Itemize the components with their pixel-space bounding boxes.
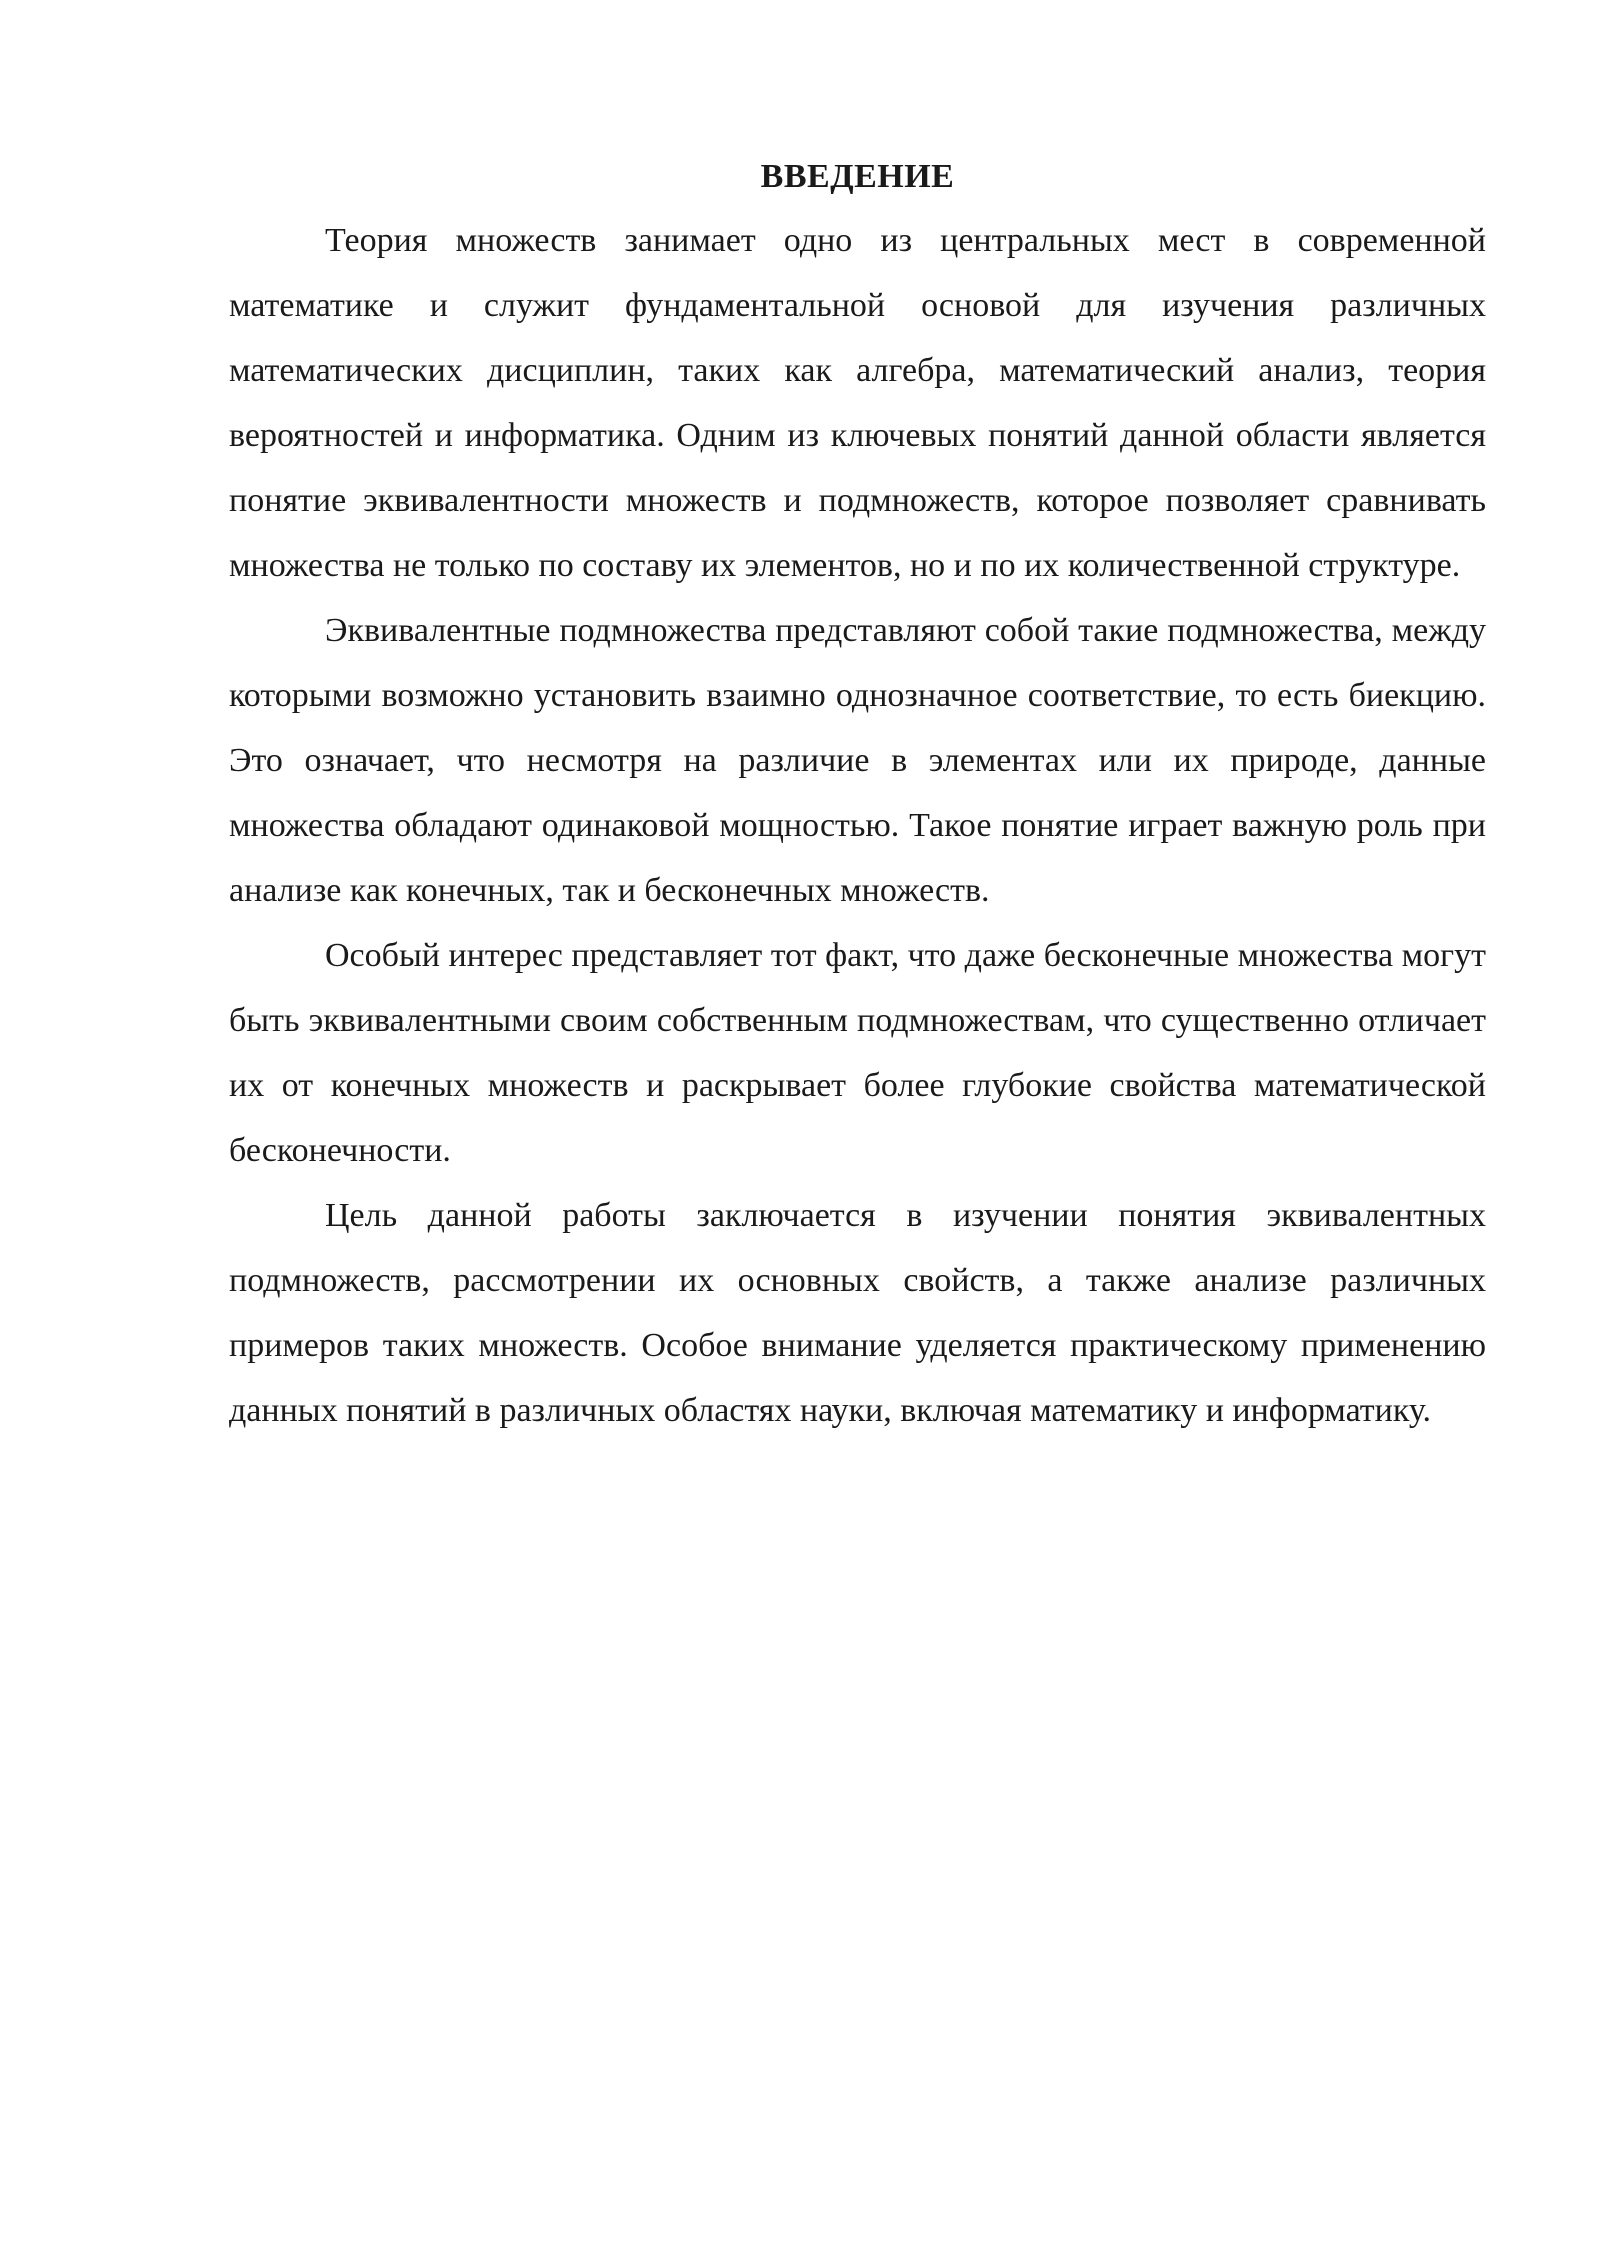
document-body	[229, 146, 1486, 1443]
paragraph-4: Цель данной работы заключается в изучении понятия эквивалентных подмножеств, рассмотрении их основных свойств, а также анализе различных примеров таких множеств. Особое внимание уделяется практическому применению данных понятий в различных областях науки, включая математику и информатику.	[229, 1197, 1486, 1429]
paragraph-2: Эквивалентные подмножества представляют собой такие подмножества, между которыми возможно установить взаимно однозначное соответствие, то есть биекцию. Это означает, что несмотря на различие в элементах или их природе, данные множества обладают одинаковой мощностью. Такое понятие играет важную роль при анализе как конечных, так и бесконечных множеств.	[229, 612, 1486, 909]
section-heading: ВВЕДЕНИЕ	[760, 158, 955, 195]
paragraph-3: Особый интерес представляет тот факт, что даже бесконечные множества могут быть эквивалентными своим собственным подмножествам, что существенно отличает их от конечных множеств и раскрывает более глубокие свойства математической бесконечности.	[229, 937, 1486, 1169]
paragraph-1: Теория множеств занимает одно из центральных мест в современной математике и служит фундаментальной основой для изучения различных математических дисциплин, таких как алгебра, математический анализ, теория вероятностей и информатика. Одним из ключевых понятий данной области является понятие эквивалентности множеств и подмножеств, которое позволяет сравнивать множества не только по составу их элементов, но и по их количественной структуре.	[229, 222, 1486, 584]
